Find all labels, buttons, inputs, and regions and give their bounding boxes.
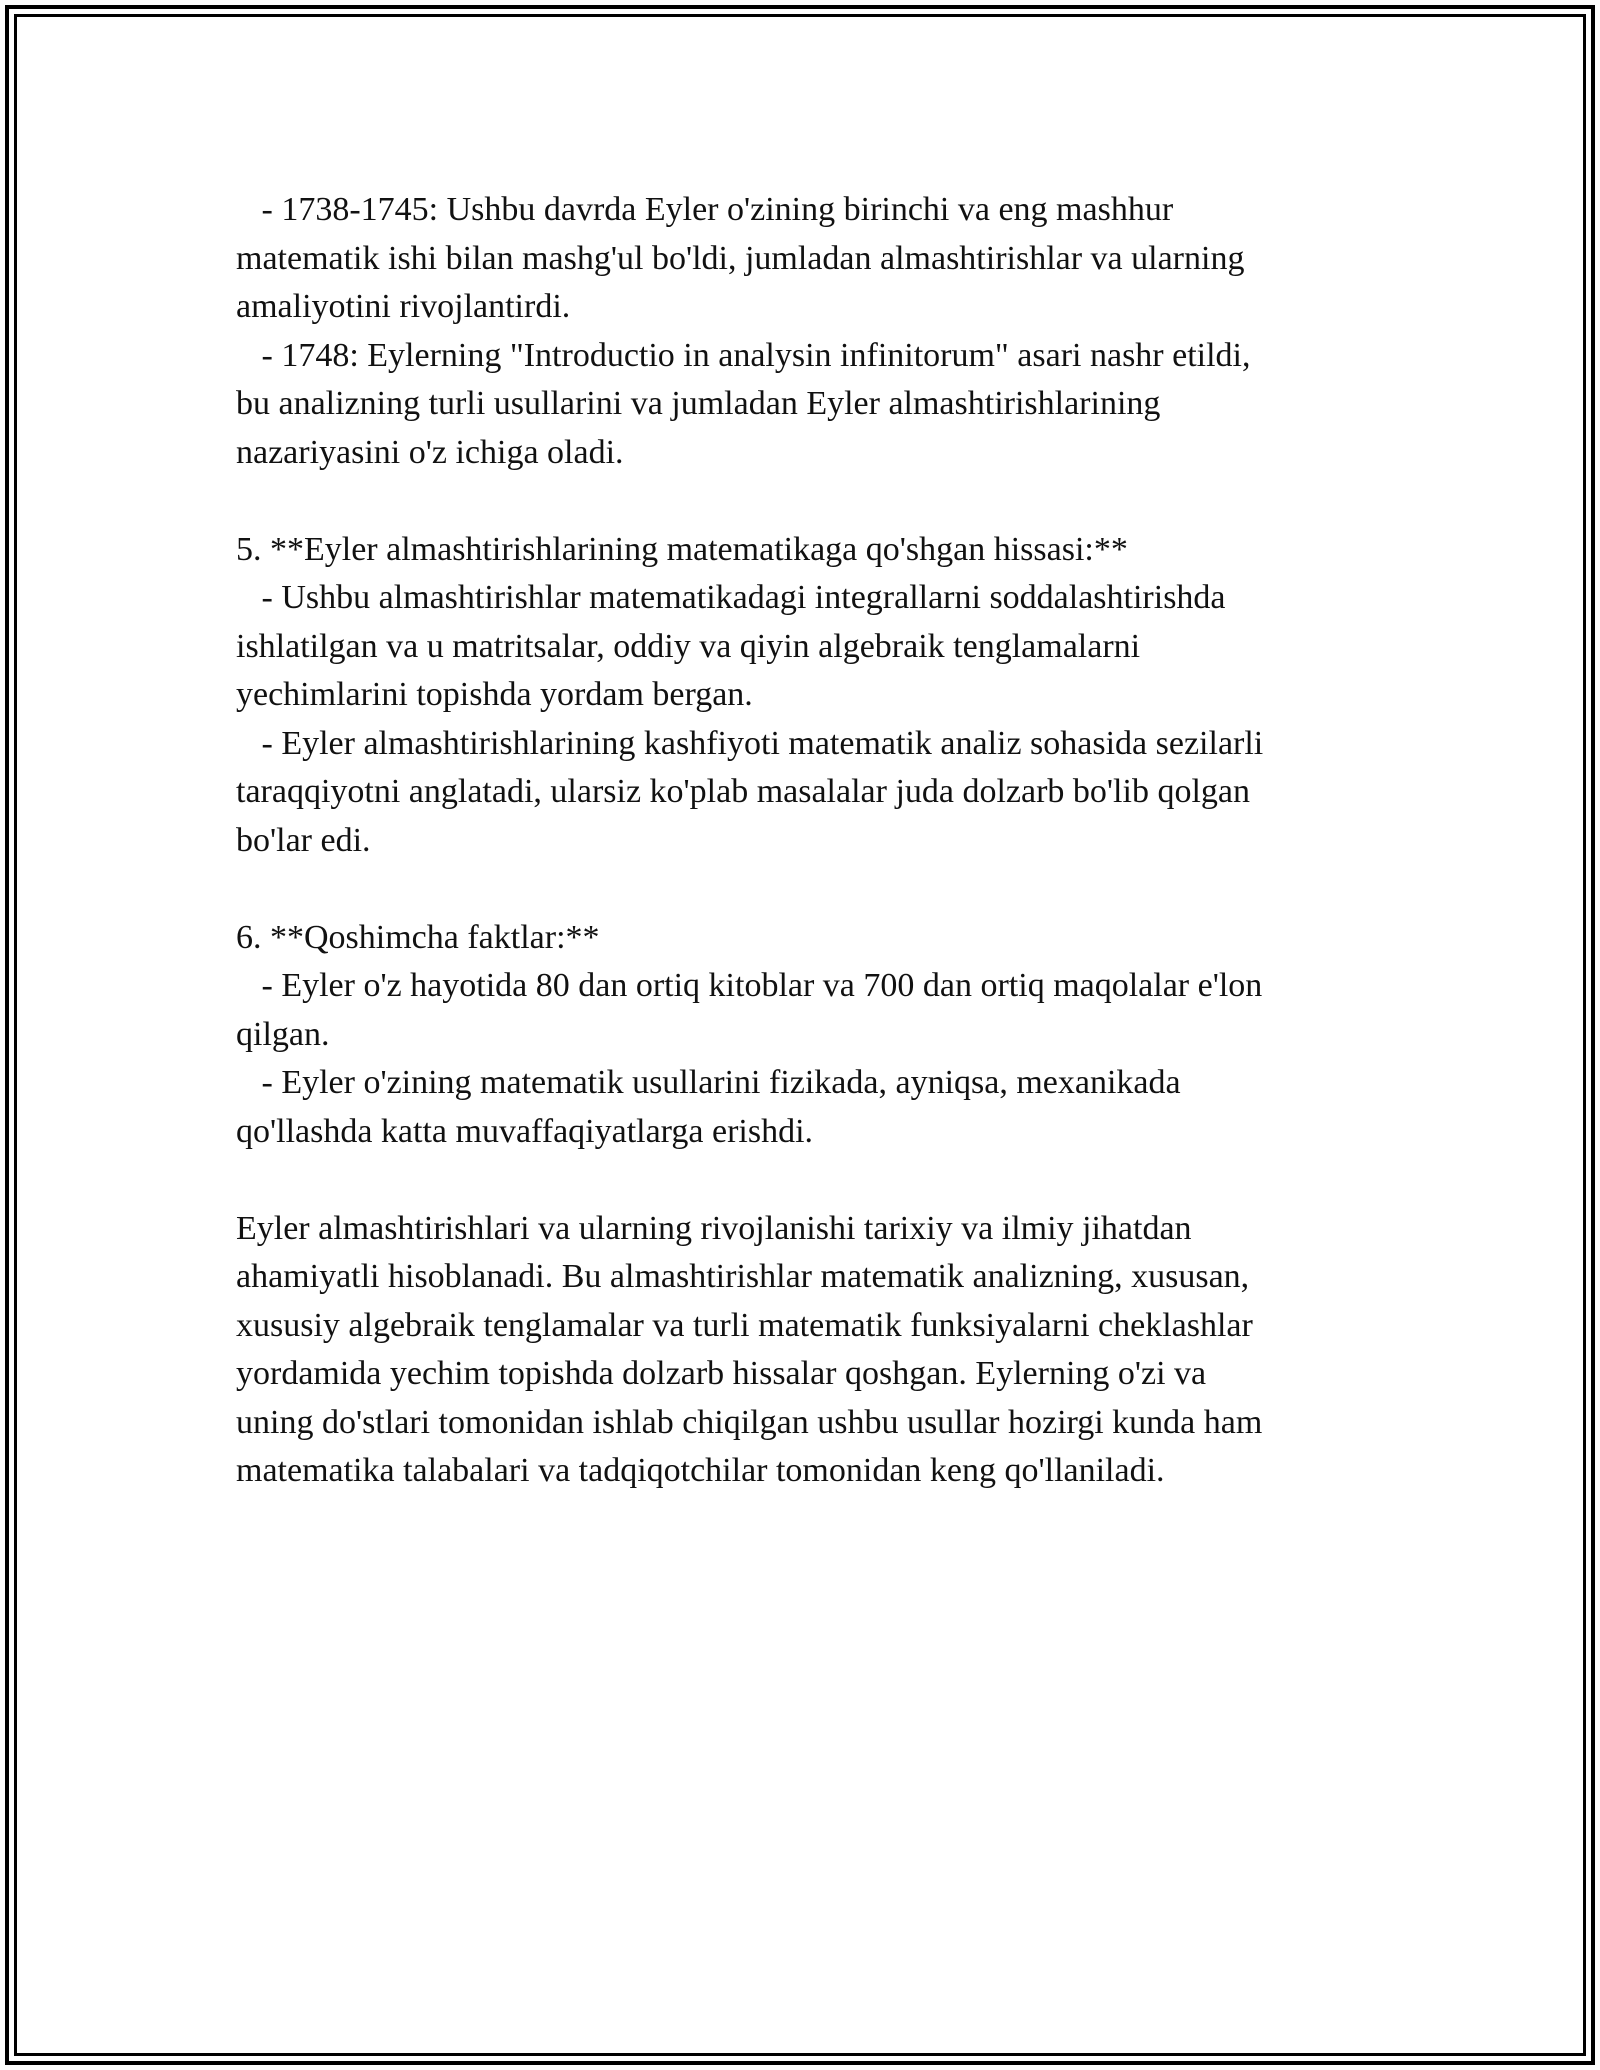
text-line: - 1748: Eylerning "Introductio in analysin infinitorum" asari nashr etildi,	[236, 336, 1251, 374]
text-line: - Eyler o'zining matematik usullarini fizikada, ayniqsa, mexanikada	[236, 1064, 1181, 1101]
text-line: yechimlarini topishda yordam bergan.	[236, 676, 753, 713]
paragraph-gap	[236, 1156, 1366, 1205]
conclusion-line: matematika talabalari va tadqiqotchilar tomonidan keng qo'llaniladi.	[236, 1452, 1165, 1489]
paragraph-gap	[236, 477, 1366, 526]
text-line: taraqqiyotni anglatadi, ularsiz ko'plab masalalar juda dolzarb bo'lib qolgan	[236, 773, 1250, 810]
text-line: bo'lar edi.	[236, 821, 371, 859]
text-line: bu analizning turli usullarini va jumladan Eyler almashtirishlarining	[236, 385, 1161, 422]
conclusion-line: xususiy algebraik tenglamalar va turli matematik funksiyalarni cheklashlar	[236, 1306, 1253, 1344]
conclusion-line: ahamiyatli hisoblanadi. Bu almashtirishlar matematik analizning, xususan,	[236, 1258, 1250, 1295]
section-heading-6: 6. **Qoshimcha faktlar:**	[236, 918, 600, 956]
text-line: matematik ishi bilan mashg'ul bo'ldi, jumladan almashtirishlar va ularning	[236, 239, 1245, 277]
document-body	[236, 186, 1366, 1496]
conclusion-line: yordamida yechim topishda dolzarb hissalar qoshgan. Eylerning o'zi va	[236, 1355, 1207, 1392]
text-line: - Eyler almashtirishlarining kashfiyoti matematik analiz sohasida sezilarli	[236, 724, 1264, 762]
paragraph-gap	[236, 865, 1366, 914]
text-line: - Eyler o'z hayotida 80 dan ortiq kitoblar va 700 dan ortiq maqolalar e'lon	[236, 967, 1263, 1004]
conclusion-line: Eyler almashtirishlari va ularning rivojlanishi tarixiy va ilmiy jihatdan	[236, 1209, 1192, 1247]
text-line: qo'llashda katta muvaffaqiyatlarga erishdi.	[236, 1112, 814, 1150]
text-line: ishlatilgan va u matritsalar, oddiy va qiyin algebraik tenglamalarni	[236, 627, 1141, 665]
text-line: qilgan.	[236, 1015, 330, 1053]
section-heading-5: 5. **Eyler almashtirishlarining matematikaga qo'shgan hissasi:**	[236, 530, 1128, 568]
conclusion-line: uning do'stlari tomonidan ishlab chiqilgan ushbu usullar hozirgi kunda ham	[236, 1403, 1263, 1441]
text-line: - 1738-1745: Ushbu davrda Eyler o'zining birinchi va eng mashhur	[236, 191, 1174, 228]
text-line: amaliyotini rivojlantirdi.	[236, 288, 571, 325]
text-line: nazariyasini o'z ichiga oladi.	[236, 433, 624, 471]
text-line: - Ushbu almashtirishlar matematikadagi integrallarni soddalashtirishda	[236, 579, 1226, 616]
